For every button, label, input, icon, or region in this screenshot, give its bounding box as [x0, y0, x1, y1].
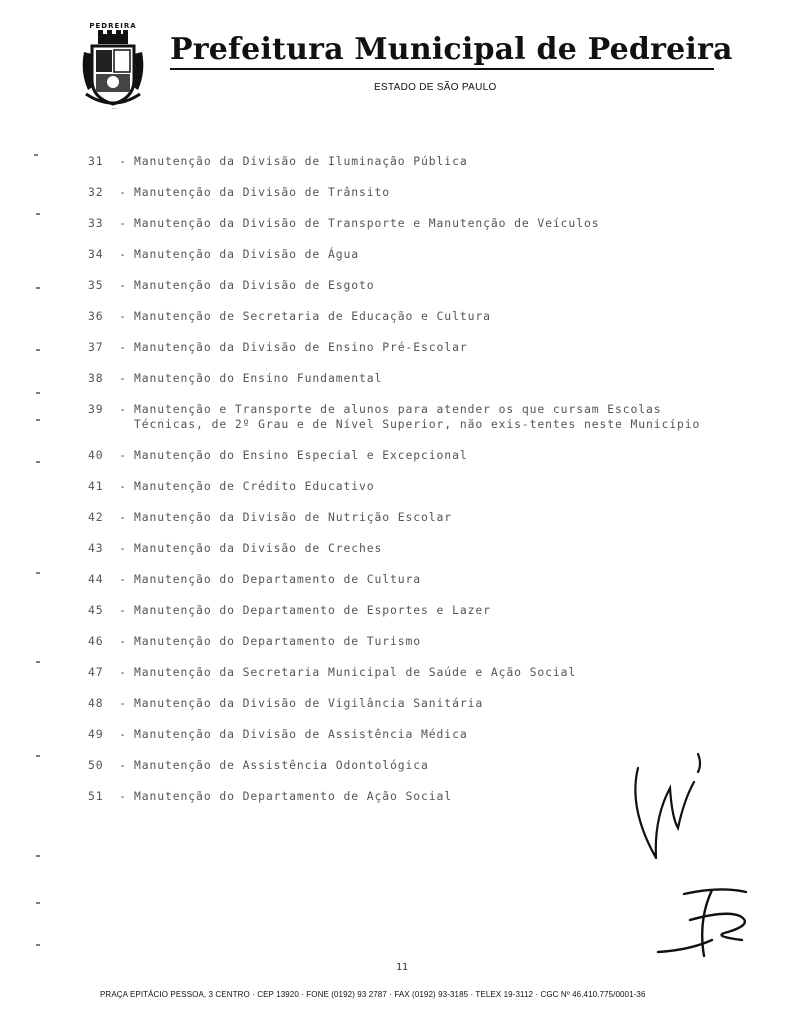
item-number: 47 [88, 665, 104, 679]
item-dash: - [119, 309, 127, 323]
item-text: Manutenção de Crédito Educativo [134, 479, 375, 493]
item-number: 50 [88, 758, 104, 772]
list-item [88, 758, 708, 773]
item-number: 40 [88, 448, 104, 462]
item-number: 49 [88, 727, 104, 741]
list-item [88, 340, 708, 355]
item-dash: - [119, 603, 127, 617]
list-item [88, 696, 708, 711]
item-text: Manutenção do Ensino Fundamental [134, 371, 383, 385]
item-dash: - [119, 789, 127, 803]
item-dash: - [119, 448, 127, 462]
item-dash: - [119, 247, 127, 261]
municipal-crest [78, 22, 148, 114]
item-number: 39 [88, 402, 104, 416]
list-item [88, 510, 708, 525]
item-dash: - [119, 541, 127, 555]
item-number: 42 [88, 510, 104, 524]
item-text: Manutenção do Departamento de Turismo [134, 634, 422, 648]
list-item [88, 603, 708, 618]
list-item [88, 448, 708, 463]
item-dash: - [119, 402, 127, 416]
item-text: Manutenção e Transporte de alunos para atender os que cursam Escolas Técnicas, de 2º Grau e de Nível Superior, não exis-tentes neste Município [134, 402, 701, 431]
item-text: Manutenção da Divisão de Esgoto [134, 278, 375, 292]
list-item [88, 216, 708, 231]
item-number: 36 [88, 309, 104, 323]
item-dash: - [119, 216, 127, 230]
item-text: Manutenção do Departamento de Cultura [134, 572, 422, 586]
item-dash: - [119, 154, 127, 168]
margin-marks [0, 0, 60, 1031]
page-footer: PRAÇA EPITÁCIO PESSOA, 3 CENTRO · CEP 13920 · FONE (0192) 93 2787 · FAX (0192) 93-3185 · TELEX 19-3112 · CGC Nº 46.410.775/0001-36 [100, 990, 646, 999]
item-number: 33 [88, 216, 104, 230]
item-text: Manutenção da Divisão de Água [134, 247, 359, 261]
item-number: 38 [88, 371, 104, 385]
item-number: 37 [88, 340, 104, 354]
page-subtitle: ESTADO DE SÃO PAULO [374, 82, 497, 93]
list-item [88, 402, 708, 432]
item-text: Manutenção da Divisão de Ensino Pré-Escolar [134, 340, 468, 354]
list-item [88, 278, 708, 293]
list-item [88, 634, 708, 649]
item-number: 32 [88, 185, 104, 199]
item-list [88, 154, 708, 804]
item-dash: - [119, 696, 127, 710]
item-text: Manutenção do Ensino Especial e Excepcional [134, 448, 468, 462]
coat-of-arms-icon [78, 22, 148, 114]
list-item [88, 572, 708, 587]
item-text: Manutenção do Departamento de Esportes e Lazer [134, 603, 491, 617]
item-number: 31 [88, 154, 104, 168]
list-item [88, 727, 708, 742]
item-text: Manutenção de Secretaria de Educação e Cultura [134, 309, 491, 323]
item-text: Manutenção do Departamento de Ação Social [134, 789, 453, 803]
item-text: Manutenção da Divisão de Assistência Médica [134, 727, 468, 741]
list-item [88, 789, 708, 804]
item-number: 34 [88, 247, 104, 261]
item-text: Manutenção da Divisão de Trânsito [134, 185, 391, 199]
list-item [88, 665, 708, 680]
list-item [88, 154, 708, 169]
item-dash: - [119, 572, 127, 586]
item-text: Manutenção de Assistência Odontológica [134, 758, 429, 772]
list-item [88, 309, 708, 324]
header-divider [170, 68, 714, 70]
item-number: 51 [88, 789, 104, 803]
handwritten-signature [618, 748, 710, 866]
item-text: Manutenção da Secretaria Municipal de Saúde e Ação Social [134, 665, 577, 679]
item-dash: - [119, 665, 127, 679]
item-dash: - [119, 510, 127, 524]
item-dash: - [119, 727, 127, 741]
item-text: Manutenção da Divisão de Creches [134, 541, 383, 555]
item-dash: - [119, 758, 127, 772]
page-title: Prefeitura Municipal de Pedreira [170, 32, 733, 67]
list-item [88, 247, 708, 262]
item-dash: - [119, 278, 127, 292]
page-number: 11 [396, 962, 409, 973]
handwritten-initials [650, 880, 760, 960]
item-text: Manutenção da Divisão de Iluminação Pública [134, 154, 468, 168]
list-item [88, 541, 708, 556]
item-number: 43 [88, 541, 104, 555]
item-dash: - [119, 371, 127, 385]
list-item [88, 185, 708, 200]
crest-motto: ··· [111, 106, 117, 112]
item-number: 48 [88, 696, 104, 710]
item-dash: - [119, 185, 127, 199]
item-number: 41 [88, 479, 104, 493]
item-text: Manutenção da Divisão de Vigilância Sanitária [134, 696, 484, 710]
item-number: 46 [88, 634, 104, 648]
item-number: 45 [88, 603, 104, 617]
item-dash: - [119, 340, 127, 354]
item-number: 44 [88, 572, 104, 586]
item-text: Manutenção da Divisão de Nutrição Escolar [134, 510, 453, 524]
crest-text: PEDREIRA [89, 22, 137, 30]
list-item [88, 371, 708, 386]
item-number: 35 [88, 278, 104, 292]
item-text: Manutenção da Divisão de Transporte e Manutenção de Veículos [134, 216, 600, 230]
list-item [88, 479, 708, 494]
item-dash: - [119, 479, 127, 493]
item-dash: - [119, 634, 127, 648]
